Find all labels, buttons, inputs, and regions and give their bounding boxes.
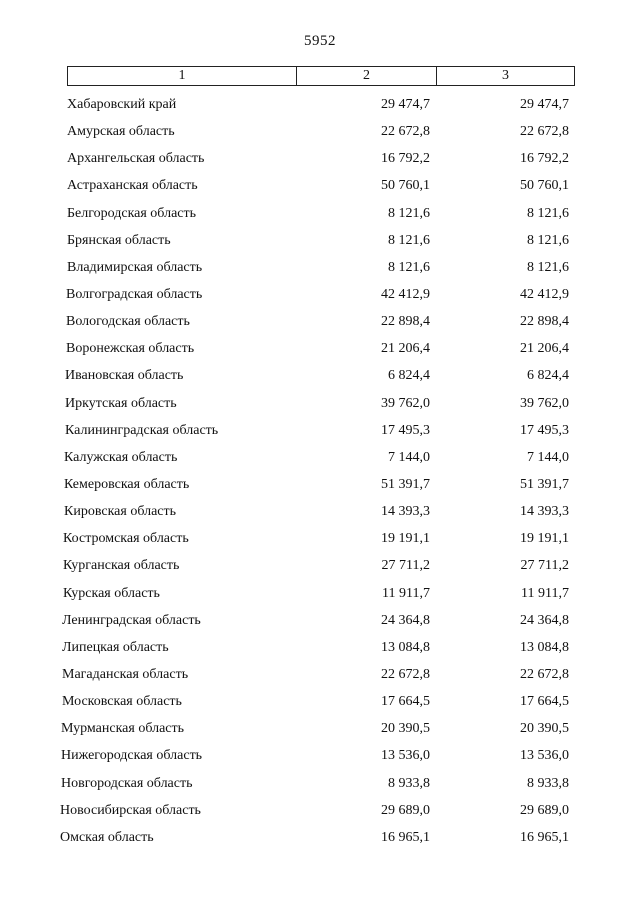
region-name: Новгородская область — [61, 775, 193, 791]
table-row — [0, 775, 640, 802]
region-name: Кемеровская область — [64, 476, 190, 492]
value-col-3: 51 391,7 — [520, 476, 569, 492]
value-col-3: 13 536,0 — [520, 748, 569, 764]
value-col-3: 8 121,6 — [527, 205, 569, 221]
region-name: Ленинградская область — [62, 612, 201, 628]
value-col-3: 19 191,1 — [520, 531, 569, 547]
value-col-2: 27 711,2 — [381, 558, 430, 574]
value-col-2: 21 206,4 — [381, 341, 430, 357]
value-col-3: 8 933,8 — [527, 775, 569, 791]
table-row — [0, 802, 640, 829]
value-col-3: 6 824,4 — [527, 368, 569, 384]
table-row — [0, 395, 640, 422]
table-row — [0, 286, 640, 313]
region-name: Архангельская область — [67, 151, 205, 167]
header-col-1: 1 — [68, 67, 297, 85]
table-row — [0, 422, 640, 449]
value-col-3: 22 672,8 — [520, 124, 569, 140]
value-col-2: 24 364,8 — [381, 612, 430, 628]
value-col-3: 16 792,2 — [520, 151, 569, 167]
value-col-2: 22 672,8 — [381, 666, 430, 682]
region-name: Кировская область — [64, 504, 177, 520]
region-name: Волгоградская область — [66, 286, 203, 302]
region-name: Курская область — [63, 585, 160, 601]
value-col-3: 14 393,3 — [520, 504, 569, 520]
region-name: Брянская область — [67, 232, 171, 248]
region-name: Омская область — [60, 829, 154, 845]
value-col-2: 17 664,5 — [381, 694, 430, 710]
value-col-3: 29 689,0 — [520, 802, 569, 818]
value-col-2: 7 144,0 — [388, 449, 430, 465]
region-name: Костромская область — [63, 531, 189, 547]
value-col-3: 29 474,7 — [520, 97, 569, 112]
table-row — [0, 530, 640, 557]
value-col-2: 13 536,0 — [381, 748, 430, 764]
value-col-3: 22 898,4 — [520, 314, 569, 330]
table-row — [0, 476, 640, 503]
value-col-3: 11 911,7 — [521, 585, 569, 601]
header-col-2: 2 — [297, 67, 437, 85]
value-col-2: 51 391,7 — [381, 476, 430, 492]
value-col-2: 19 191,1 — [381, 531, 430, 547]
value-col-3: 13 084,8 — [520, 639, 569, 655]
region-name: Ивановская область — [65, 368, 184, 384]
value-col-2: 8 121,6 — [388, 232, 430, 248]
table-row — [0, 747, 640, 774]
region-name: Воронежская область — [66, 341, 195, 357]
value-col-3: 21 206,4 — [520, 341, 569, 357]
value-col-2: 8 933,8 — [388, 775, 430, 791]
value-col-3: 42 412,9 — [520, 286, 569, 302]
region-name: Липецкая область — [62, 639, 169, 655]
region-name: Белгородская область — [67, 205, 197, 221]
region-name: Калининградская область — [65, 422, 219, 438]
value-col-2: 42 412,9 — [381, 286, 430, 302]
table-body — [0, 96, 640, 856]
region-name: Астраханская область — [67, 178, 198, 194]
value-col-2: 13 084,8 — [381, 639, 430, 655]
table-row — [0, 313, 640, 340]
region-name: Хабаровский край — [67, 97, 177, 112]
table-row — [0, 693, 640, 720]
region-name: Владимирская область — [67, 259, 203, 275]
table-row — [0, 232, 640, 259]
table-row — [0, 259, 640, 286]
value-col-3: 39 762,0 — [520, 395, 569, 411]
region-name: Амурская область — [67, 124, 175, 140]
value-col-2: 39 762,0 — [381, 395, 430, 411]
value-col-3: 8 121,6 — [527, 259, 569, 275]
region-name: Вологодская область — [66, 314, 190, 330]
value-col-2: 14 393,3 — [381, 504, 430, 520]
value-col-3: 7 144,0 — [527, 449, 569, 465]
table-row — [0, 123, 640, 150]
value-col-2: 8 121,6 — [388, 205, 430, 221]
value-col-3: 27 711,2 — [520, 558, 569, 574]
region-name: Новосибирская область — [60, 802, 201, 818]
value-col-2: 50 760,1 — [381, 178, 430, 194]
value-col-3: 24 364,8 — [520, 612, 569, 628]
table-row — [0, 585, 640, 612]
value-col-2: 16 792,2 — [381, 151, 430, 167]
table-row — [0, 666, 640, 693]
table-row — [0, 612, 640, 639]
value-col-2: 6 824,4 — [388, 368, 430, 384]
page-number: 5952 — [304, 33, 336, 49]
value-col-3: 17 664,5 — [520, 694, 569, 710]
table-row — [0, 150, 640, 177]
table-row — [0, 367, 640, 394]
region-name: Курганская область — [63, 558, 180, 574]
table-row — [0, 829, 640, 856]
value-col-2: 29 474,7 — [381, 97, 430, 112]
value-col-2: 17 495,3 — [381, 422, 430, 438]
value-col-2: 8 121,6 — [388, 259, 430, 275]
header-col-3: 3 — [502, 68, 509, 83]
region-name: Московская область — [62, 694, 182, 710]
table-row — [0, 205, 640, 232]
value-col-2: 20 390,5 — [381, 721, 430, 737]
table-row — [0, 720, 640, 747]
value-col-3: 50 760,1 — [520, 178, 569, 194]
table-row — [0, 96, 640, 123]
value-col-3: 8 121,6 — [527, 232, 569, 248]
region-name: Нижегородская область — [61, 748, 203, 764]
table-row — [0, 557, 640, 584]
value-col-2: 22 898,4 — [381, 314, 430, 330]
value-col-2: 22 672,8 — [381, 124, 430, 140]
region-name: Иркутская область — [65, 395, 177, 411]
table-row — [0, 503, 640, 530]
table-row — [0, 449, 640, 476]
table-header — [67, 66, 575, 86]
region-name: Магаданская область — [62, 666, 189, 682]
region-name: Мурманская область — [61, 721, 185, 737]
value-col-3: 20 390,5 — [520, 721, 569, 737]
value-col-3: 17 495,3 — [520, 422, 569, 438]
value-col-2: 11 911,7 — [382, 585, 430, 601]
value-col-3: 22 672,8 — [520, 666, 569, 682]
value-col-2: 29 689,0 — [381, 802, 430, 818]
table-row — [0, 177, 640, 204]
table-row — [0, 639, 640, 666]
value-col-3: 16 965,1 — [520, 829, 569, 845]
table-row — [0, 340, 640, 367]
region-name: Калужская область — [64, 449, 178, 465]
value-col-2: 16 965,1 — [381, 829, 430, 845]
